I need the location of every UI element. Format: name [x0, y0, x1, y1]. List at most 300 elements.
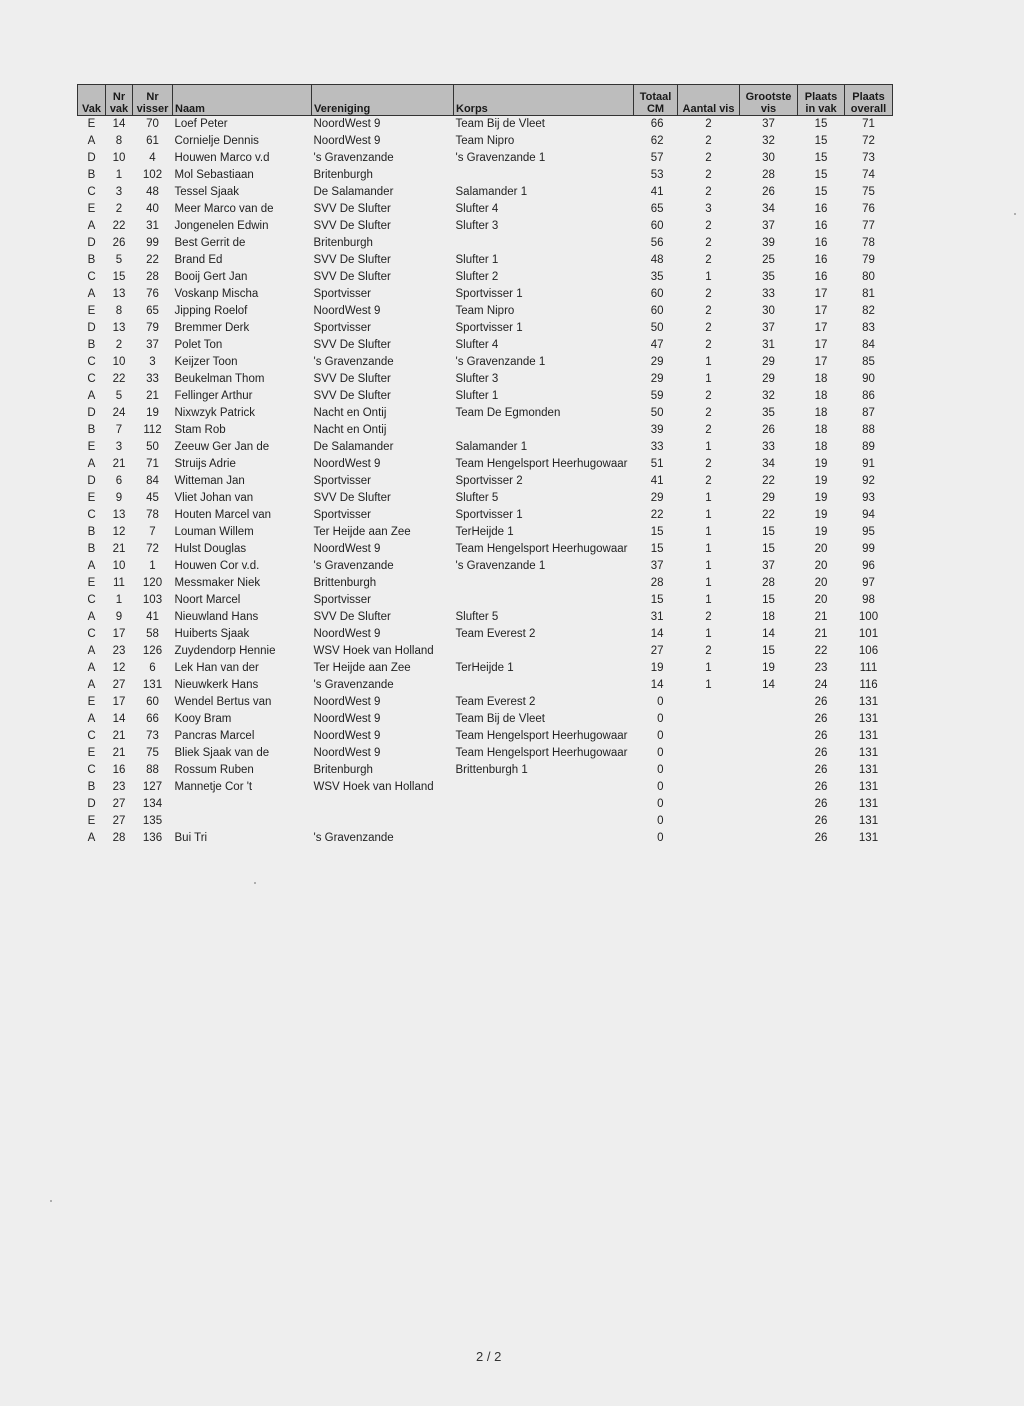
cell-plaats-overall: 87	[862, 407, 875, 419]
cell-grootste-vis: 33	[762, 441, 775, 453]
cell-plaats-overall: 81	[862, 288, 875, 300]
cell-plaats-overall: 93	[862, 492, 875, 504]
cell-korps: Slufter 4	[455, 203, 499, 215]
cell-nr-visser: 72	[146, 543, 159, 555]
cell-nr-visser: 136	[142, 832, 163, 844]
cell-totaal-cm: 0	[657, 713, 664, 725]
cell-nr-vak: 13	[112, 322, 126, 334]
cell-totaal-cm: 62	[650, 135, 664, 147]
cell-nr-vak: 6	[115, 475, 123, 487]
table-row	[78, 184, 893, 201]
cell-nr-visser: 21	[146, 390, 159, 402]
cell-plaats-overall: 100	[858, 611, 879, 623]
table-row	[78, 405, 893, 422]
cell-plaats-in-vak: 15	[814, 118, 828, 130]
cell-aantal-vis: 1	[705, 509, 712, 521]
cell-grootste-vis: 31	[762, 339, 775, 351]
cell-totaal-cm: 0	[657, 730, 664, 742]
cell-grootste-vis: 34	[762, 203, 775, 215]
table-row	[78, 473, 893, 490]
table-row	[78, 150, 893, 167]
cell-grootste-vis: 18	[762, 611, 775, 623]
cell-nr-vak: 8	[115, 135, 123, 147]
cell-plaats-overall: 72	[862, 135, 875, 147]
cell-korps: Slufter 5	[455, 611, 499, 623]
cell-plaats-in-vak: 16	[814, 220, 828, 232]
cell-naam: Bui Tri	[174, 832, 208, 844]
cell-grootste-vis: 32	[762, 390, 775, 402]
cell-vak: A	[87, 220, 96, 232]
cell-totaal-cm: 60	[650, 305, 664, 317]
cell-aantal-vis: 2	[705, 135, 712, 147]
cell-vak: B	[87, 169, 96, 181]
cell-nr-visser: 66	[146, 713, 159, 725]
cell-vereniging: SVV De Slufter	[313, 203, 391, 215]
cell-naam: Beukelman Thom	[174, 373, 265, 385]
cell-plaats-overall: 86	[862, 390, 875, 402]
table-row	[78, 456, 893, 473]
cell-grootste-vis: 30	[762, 152, 775, 164]
cell-grootste-vis: 28	[762, 169, 775, 181]
cell-naam: Tessel Sjaak	[174, 186, 240, 198]
scan-speck	[1014, 213, 1016, 215]
cell-aantal-vis: 2	[705, 237, 712, 249]
cell-plaats-overall: 78	[862, 237, 875, 249]
cell-aantal-vis	[678, 728, 740, 745]
cell-plaats-overall: 73	[862, 152, 875, 164]
cell-aantal-vis: 1	[705, 492, 712, 504]
cell-totaal-cm: 41	[650, 475, 664, 487]
cell-vereniging: Sportvisser	[313, 475, 372, 487]
cell-aantal-vis: 2	[705, 407, 712, 419]
cell-vereniging: De Salamander	[313, 186, 394, 198]
cell-plaats-in-vak: 18	[814, 407, 828, 419]
cell-plaats-in-vak: 17	[814, 356, 828, 368]
cell-nr-vak: 23	[112, 781, 126, 793]
scan-speck	[254, 882, 256, 884]
table-row	[78, 269, 893, 286]
cell-nr-vak: 10	[112, 560, 126, 572]
table-row	[78, 677, 893, 694]
cell-naam: Houwen Cor v.d.	[174, 560, 260, 572]
column-header-naam: Naam	[173, 85, 312, 116]
cell-nr-vak: 21	[112, 747, 126, 759]
cell-grootste-vis	[740, 796, 798, 813]
cell-totaal-cm: 0	[657, 798, 664, 810]
cell-aantal-vis: 2	[705, 152, 712, 164]
cell-naam: Bliek Sjaak van de	[174, 747, 270, 759]
cell-plaats-overall: 80	[862, 271, 875, 283]
cell-totaal-cm: 14	[650, 679, 664, 691]
cell-vereniging: SVV De Slufter	[313, 271, 391, 283]
cell-vak: E	[87, 492, 96, 504]
table-row	[78, 694, 893, 711]
cell-vereniging: 's Gravenzande	[313, 679, 394, 691]
cell-nr-vak: 11	[113, 577, 125, 589]
cell-grootste-vis: 35	[762, 407, 775, 419]
cell-korps	[454, 235, 634, 252]
column-header-vak: Vak	[78, 85, 106, 116]
cell-plaats-overall: 79	[862, 254, 875, 266]
cell-totaal-cm: 0	[657, 747, 664, 759]
cell-totaal-cm: 14	[650, 628, 664, 640]
cell-vereniging: WSV Hoek van Holland	[313, 781, 434, 793]
cell-totaal-cm: 33	[650, 441, 664, 453]
column-header-nr-vak: Nr vak	[106, 85, 133, 116]
column-header-aantal-vis: Aantal vis	[678, 85, 740, 116]
table-row	[78, 745, 893, 762]
cell-aantal-vis: 1	[705, 441, 712, 453]
cell-aantal-vis: 2	[705, 390, 712, 402]
cell-korps: TerHeijde 1	[455, 526, 514, 538]
cell-vak: C	[87, 271, 96, 283]
cell-nr-vak: 17	[112, 696, 126, 708]
cell-grootste-vis	[740, 711, 798, 728]
cell-aantal-vis	[678, 745, 740, 762]
cell-nr-visser: 58	[146, 628, 159, 640]
table-row	[78, 201, 893, 218]
cell-vak: C	[87, 730, 96, 742]
column-header-vereniging: Vereniging	[312, 85, 454, 116]
cell-vereniging	[312, 813, 454, 830]
cell-totaal-cm: 50	[650, 322, 664, 334]
table-row	[78, 507, 893, 524]
table-row	[78, 711, 893, 728]
cell-plaats-in-vak: 16	[814, 203, 828, 215]
cell-grootste-vis	[740, 694, 798, 711]
cell-naam: Nixwzyk Patrick	[174, 407, 256, 419]
cell-naam: Nieuwkerk Hans	[174, 679, 259, 691]
cell-nr-visser: 50	[146, 441, 159, 453]
cell-nr-vak: 9	[115, 611, 123, 623]
cell-grootste-vis: 26	[762, 186, 775, 198]
cell-korps: Slufter 5	[455, 492, 499, 504]
cell-korps	[454, 677, 634, 694]
table-row	[78, 303, 893, 320]
cell-vak: E	[87, 441, 96, 453]
cell-vak: E	[87, 696, 96, 708]
cell-totaal-cm: 19	[650, 662, 664, 674]
cell-totaal-cm: 65	[650, 203, 664, 215]
cell-plaats-overall: 76	[862, 203, 875, 215]
cell-plaats-overall: 131	[858, 696, 879, 708]
cell-plaats-in-vak: 17	[814, 322, 828, 334]
cell-vak: A	[87, 611, 96, 623]
cell-plaats-overall: 131	[858, 713, 879, 725]
cell-aantal-vis	[678, 796, 740, 813]
cell-nr-visser: 48	[146, 186, 159, 198]
cell-korps: Team Hengelsport Heerhugowaar	[455, 543, 628, 555]
cell-vak: B	[87, 781, 96, 793]
cell-totaal-cm: 50	[650, 407, 664, 419]
cell-nr-visser: 60	[146, 696, 159, 708]
cell-nr-vak: 7	[115, 424, 123, 436]
cell-nr-visser: 4	[149, 152, 156, 164]
cell-naam: Houwen Marco v.d	[174, 152, 270, 164]
cell-vereniging: NoordWest 9	[313, 696, 381, 708]
cell-nr-vak: 22	[112, 220, 126, 232]
cell-aantal-vis: 1	[705, 356, 712, 368]
cell-naam: Wendel Bertus van	[174, 696, 272, 708]
cell-korps: Slufter 3	[455, 220, 499, 232]
cell-naam: Meer Marco van de	[174, 203, 274, 215]
cell-grootste-vis: 37	[762, 322, 775, 334]
cell-korps	[454, 830, 634, 847]
cell-plaats-overall: 131	[858, 747, 879, 759]
cell-naam: Vliet Johan van	[174, 492, 254, 504]
cell-plaats-overall: 131	[858, 832, 879, 844]
cell-aantal-vis: 1	[705, 271, 712, 283]
header-row	[78, 85, 893, 116]
cell-nr-vak: 3	[115, 441, 123, 453]
cell-vak: A	[87, 832, 96, 844]
cell-grootste-vis: 15	[762, 543, 775, 555]
cell-vereniging: Nacht en Ontij	[313, 424, 387, 436]
cell-korps: Slufter 4	[455, 339, 499, 351]
cell-aantal-vis: 2	[705, 645, 712, 657]
cell-korps: Team Hengelsport Heerhugowaar	[455, 747, 628, 759]
cell-nr-vak: 14	[112, 713, 126, 725]
cell-plaats-in-vak: 26	[814, 713, 828, 725]
cell-korps: 's Gravenzande 1	[455, 560, 546, 572]
cell-plaats-in-vak: 22	[814, 645, 828, 657]
cell-naam	[173, 796, 312, 813]
cell-vak: D	[87, 237, 96, 249]
cell-plaats-in-vak: 23	[814, 662, 828, 674]
cell-nr-vak: 27	[112, 815, 126, 827]
table-row	[78, 422, 893, 439]
cell-plaats-overall: 131	[858, 764, 879, 776]
cell-vereniging: Britenburgh	[313, 169, 373, 181]
cell-nr-vak: 27	[112, 798, 126, 810]
cell-plaats-overall: 99	[862, 543, 875, 555]
cell-grootste-vis: 19	[762, 662, 775, 674]
cell-naam: Messmaker Niek	[174, 577, 261, 589]
cell-vereniging: Britenburgh	[313, 237, 373, 249]
cell-nr-vak: 22	[112, 373, 126, 385]
cell-aantal-vis: 2	[705, 254, 712, 266]
cell-korps: Sportvisser 2	[455, 475, 523, 487]
cell-nr-vak: 13	[112, 288, 126, 300]
cell-plaats-in-vak: 18	[814, 424, 828, 436]
cell-plaats-in-vak: 19	[814, 475, 828, 487]
cell-grootste-vis: 25	[762, 254, 775, 266]
cell-vereniging	[312, 796, 454, 813]
cell-plaats-in-vak: 19	[814, 458, 828, 470]
cell-nr-vak: 10	[112, 356, 126, 368]
cell-totaal-cm: 66	[650, 118, 664, 130]
cell-korps: Sportvisser 1	[455, 509, 523, 521]
cell-totaal-cm: 47	[650, 339, 664, 351]
cell-korps: Salamander 1	[455, 441, 528, 453]
cell-aantal-vis	[678, 711, 740, 728]
cell-vereniging: Sportvisser	[313, 288, 372, 300]
cell-nr-visser: 33	[146, 373, 159, 385]
cell-totaal-cm: 29	[650, 492, 664, 504]
cell-plaats-in-vak: 17	[814, 305, 828, 317]
cell-nr-vak: 23	[112, 645, 126, 657]
cell-nr-vak: 9	[115, 492, 123, 504]
cell-aantal-vis: 2	[705, 475, 712, 487]
cell-nr-visser: 3	[149, 356, 156, 368]
cell-vak: E	[87, 203, 96, 215]
cell-korps: Team Nipro	[455, 305, 515, 317]
cell-nr-vak: 14	[112, 118, 126, 130]
cell-vak: C	[87, 594, 96, 606]
cell-nr-visser: 84	[146, 475, 159, 487]
cell-aantal-vis: 2	[705, 305, 712, 317]
cell-naam: Jipping Roelof	[174, 305, 248, 317]
cell-plaats-overall: 90	[862, 373, 875, 385]
table-row	[78, 320, 893, 337]
cell-nr-visser: 41	[146, 611, 159, 623]
cell-totaal-cm: 15	[650, 543, 664, 555]
table-header	[78, 85, 893, 116]
cell-vak: C	[87, 628, 96, 640]
cell-nr-visser: 88	[146, 764, 159, 776]
cell-plaats-overall: 106	[858, 645, 879, 657]
cell-vak: A	[87, 679, 96, 691]
cell-totaal-cm: 29	[650, 356, 664, 368]
cell-totaal-cm: 60	[650, 288, 664, 300]
table-row	[78, 660, 893, 677]
cell-vak: E	[87, 815, 96, 827]
cell-grootste-vis: 14	[762, 679, 775, 691]
cell-nr-vak: 12	[112, 662, 126, 674]
cell-naam: Hulst Douglas	[174, 543, 247, 555]
cell-plaats-overall: 101	[858, 628, 879, 640]
cell-totaal-cm: 15	[650, 594, 664, 606]
cell-vereniging: SVV De Slufter	[313, 220, 391, 232]
cell-vereniging: NoordWest 9	[313, 305, 381, 317]
cell-vak: A	[87, 390, 96, 402]
cell-nr-visser: 120	[142, 577, 163, 589]
cell-naam: Kooy Bram	[174, 713, 232, 725]
cell-nr-vak: 12	[112, 526, 126, 538]
cell-nr-vak: 17	[112, 628, 126, 640]
cell-grootste-vis: 35	[762, 271, 775, 283]
table-row	[78, 762, 893, 779]
cell-nr-visser: 71	[146, 458, 159, 470]
cell-plaats-in-vak: 18	[814, 441, 828, 453]
cell-vereniging: SVV De Slufter	[313, 390, 391, 402]
table-row	[78, 558, 893, 575]
table-row	[78, 133, 893, 150]
table-row	[78, 167, 893, 184]
cell-grootste-vis: 26	[762, 424, 775, 436]
cell-vereniging: Britenburgh	[313, 764, 373, 776]
cell-aantal-vis: 2	[705, 169, 712, 181]
cell-totaal-cm: 31	[650, 611, 664, 623]
cell-korps: Team De Egmonden	[455, 407, 561, 419]
cell-plaats-in-vak: 15	[814, 152, 828, 164]
cell-plaats-in-vak: 26	[814, 815, 828, 827]
cell-vereniging: 's Gravenzande	[313, 832, 394, 844]
cell-vereniging: NoordWest 9	[313, 543, 381, 555]
table-row	[78, 813, 893, 830]
cell-nr-vak: 13	[112, 509, 126, 521]
cell-plaats-in-vak: 26	[814, 747, 828, 759]
cell-aantal-vis: 1	[705, 373, 712, 385]
cell-vak: A	[87, 458, 96, 470]
cell-plaats-in-vak: 21	[814, 611, 828, 623]
cell-totaal-cm: 35	[650, 271, 664, 283]
cell-korps: Team Hengelsport Heerhugowaar	[455, 730, 628, 742]
cell-korps	[454, 813, 634, 830]
cell-nr-visser: 40	[146, 203, 159, 215]
cell-vereniging: SVV De Slufter	[313, 254, 391, 266]
column-header-plaats-in-vak: Plaats in vak	[798, 85, 845, 116]
cell-vereniging: Sportvisser	[313, 509, 372, 521]
cell-plaats-overall: 82	[862, 305, 875, 317]
cell-grootste-vis	[740, 830, 798, 847]
cell-nr-visser: 126	[142, 645, 163, 657]
cell-korps	[454, 422, 634, 439]
cell-vereniging: NoordWest 9	[313, 458, 381, 470]
cell-totaal-cm: 0	[657, 696, 664, 708]
table-row	[78, 439, 893, 456]
cell-plaats-overall: 116	[859, 679, 878, 691]
table-row	[78, 218, 893, 235]
cell-nr-vak: 1	[115, 594, 123, 606]
cell-plaats-in-vak: 20	[814, 543, 828, 555]
cell-naam: Stam Rob	[174, 424, 226, 436]
cell-korps	[454, 592, 634, 609]
cell-nr-vak: 3	[115, 186, 123, 198]
column-header-nr-visser: Nr visser	[133, 85, 173, 116]
cell-nr-visser: 134	[142, 798, 163, 810]
cell-nr-vak: 5	[115, 390, 123, 402]
cell-aantal-vis: 1	[705, 594, 712, 606]
cell-grootste-vis	[740, 779, 798, 796]
cell-naam: Rossum Ruben	[174, 764, 254, 776]
cell-plaats-overall: 92	[862, 475, 875, 487]
cell-totaal-cm: 39	[650, 424, 664, 436]
cell-aantal-vis: 1	[705, 679, 712, 691]
cell-plaats-in-vak: 26	[814, 832, 828, 844]
table-row	[78, 592, 893, 609]
cell-nr-visser: 45	[146, 492, 159, 504]
cell-nr-vak: 5	[115, 254, 123, 266]
cell-aantal-vis	[678, 830, 740, 847]
cell-korps: Sportvisser 1	[455, 288, 523, 300]
cell-vereniging: NoordWest 9	[313, 713, 381, 725]
cell-vak: A	[87, 135, 96, 147]
cell-nr-vak: 26	[112, 237, 126, 249]
cell-aantal-vis: 2	[705, 118, 712, 130]
cell-vak: D	[87, 407, 96, 419]
cell-vereniging: Nacht en Ontij	[313, 407, 387, 419]
cell-naam: Loef Peter	[174, 118, 228, 130]
table-row	[78, 252, 893, 269]
cell-grootste-vis: 28	[762, 577, 775, 589]
cell-vak: A	[87, 560, 96, 572]
cell-korps: Team Nipro	[455, 135, 515, 147]
cell-aantal-vis: 2	[705, 611, 712, 623]
cell-plaats-overall: 131	[858, 815, 879, 827]
cell-totaal-cm: 29	[650, 373, 664, 385]
cell-grootste-vis: 37	[762, 220, 775, 232]
cell-grootste-vis: 29	[762, 373, 775, 385]
cell-grootste-vis: 30	[762, 305, 775, 317]
table-row	[78, 796, 893, 813]
cell-plaats-in-vak: 19	[814, 492, 828, 504]
cell-aantal-vis: 2	[705, 288, 712, 300]
cell-naam: Zeeuw Ger Jan de	[174, 441, 270, 453]
results-table	[77, 84, 893, 847]
cell-plaats-in-vak: 26	[814, 781, 828, 793]
cell-naam: Polet Ton	[174, 339, 223, 351]
